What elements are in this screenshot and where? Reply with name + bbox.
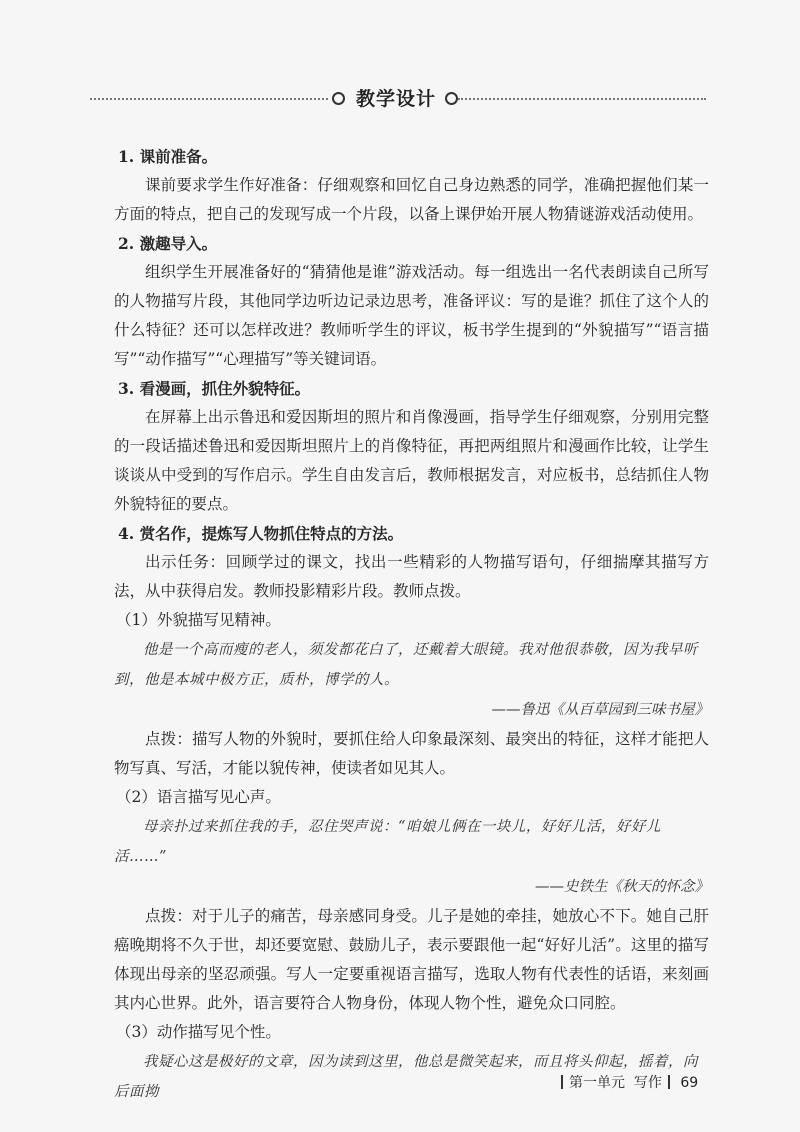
- speech-quote: 母亲扑过来抓住我的手，忍住哭声说：“咱娘儿俩在一块儿，好好儿活，好好儿活……”: [114, 819, 661, 865]
- step-1-heading: 1. 课前准备。: [118, 147, 218, 166]
- appearance-comment: 点拨：描写人物的外貌时，要抓住给人印象最深刻、最突出的特征，这样才能把人物写真、写活，才能以貌传神，使读者如见其人。: [114, 730, 709, 777]
- header-dotted-rule-left: [90, 98, 328, 100]
- page-footer: [555, 1072, 698, 1092]
- page-body: [114, 142, 709, 1107]
- appearance-source: ——鲁迅《从百草园到三味书屋》: [491, 702, 709, 718]
- speech-label: （2）语言描写见心声。: [116, 788, 281, 806]
- appearance-label: （1）外貌描写见精神。: [116, 611, 281, 629]
- speech-source: ——史铁生《秋天的怀念》: [535, 879, 709, 895]
- circle-ornament-icon: [332, 92, 345, 105]
- action-label: （3）动作描写见个性。: [116, 1023, 281, 1041]
- appearance-quote: 他是一个高而瘦的老人，须发都花白了，还戴着大眼镜。我对他很恭敬，因为我早听到，他是本城中极方正，质朴，博学的人。: [114, 642, 698, 688]
- step-2-heading: 2. 激趣导入。: [118, 234, 218, 253]
- step-3-text: 在屏幕上出示鲁迅和爱因斯坦的照片和肖像漫画，指导学生仔细观察，分别用完整的一段话描述鲁迅和爱因斯坦照片上的肖像特征，再把两组照片和漫画作比较，让学生谈谈从中受到的写作启示。学生自由发言后，教师根据发言，对应板书，总结抓住人物外貌特征的要点。: [114, 408, 709, 513]
- page-number: 69: [680, 1075, 699, 1091]
- header-dotted-rule-right: [458, 98, 706, 100]
- footer-divider: [561, 1075, 563, 1089]
- step-3-heading: 3. 看漫画，抓住外貌特征。: [118, 379, 311, 398]
- step-4-heading: 4. 赏名作，提炼写人物抓住特点的方法。: [118, 524, 404, 543]
- header-title: 教学设计: [355, 88, 436, 110]
- footer-divider: [668, 1075, 670, 1089]
- circle-ornament-icon: [445, 92, 458, 105]
- step-1-text: 课前要求学生作好准备：仔细观察和回忆自己身边熟悉的同学，准确把握他们某一方面的特点，把自己的发现写成一个片段，以备上课伊始开展人物猜谜游戏活动使用。: [114, 176, 709, 223]
- footer-topic: 写作: [633, 1075, 662, 1091]
- action-quote: 我疑心这是极好的文章，因为读到这里，他总是微笑起来，而且将头仰起，摇着，向后面拗: [114, 1054, 698, 1100]
- step-4-text: 出示任务：回顾学过的课文，找出一些精彩的人物描写语句，仔细揣摩其描写方法，从中获得启发。教师投影精彩片段。教师点拨。: [114, 553, 709, 600]
- footer-unit: 第一单元: [569, 1075, 625, 1091]
- section-header: [90, 84, 706, 114]
- speech-comment: 点拨：对于儿子的痛苦，母亲感同身受。儿子是她的牵挂，她放心不下。她自己肝癌晚期将不久于世，却还要宽慰、鼓励儿子，表示要跟他一起“好好儿活”。这里的描写体现出母亲的坚忍顽强。写人一定要重视语言描写，选取人物有代表性的话语，来刻画其内心世界。此外，语言要符合人物身份，体现人物个性，避免众口同腔。: [114, 907, 709, 1012]
- step-2-text: 组织学生开展准备好的“猜猜他是谁”游戏活动。每一组选出一名代表朗读自己所写的人物描写片段，其他同学边听边记录边思考，准备评议：写的是谁？抓住了这个人的什么特征？还可以怎样改进？教师听学生的评议，板书学生提到的“外貌描写”“语言描写”“动作描写”“心理描写”等关键词语。: [114, 263, 709, 368]
